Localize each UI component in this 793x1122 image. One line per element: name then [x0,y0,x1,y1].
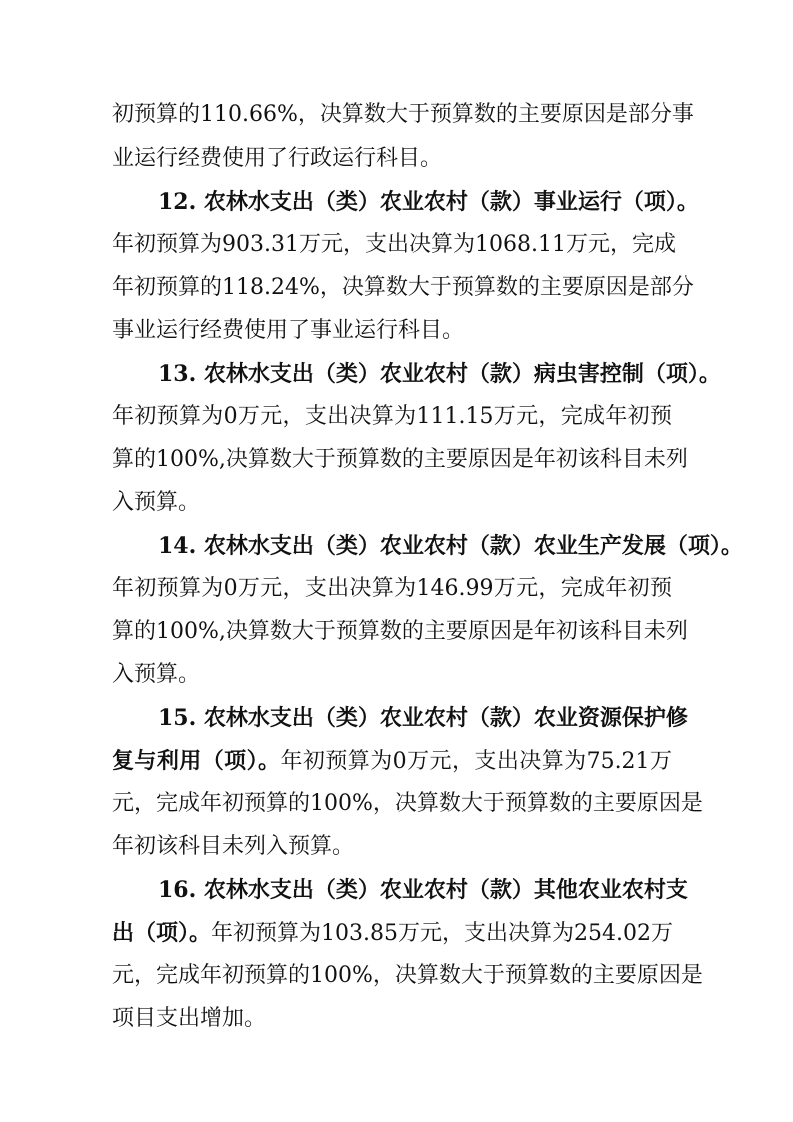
paragraph-line [112,915,672,951]
line-text: 年初预算为0万元，支出决算为111.15万元，完成年初预 [112,404,672,429]
paragraph-line [112,1001,672,1037]
line-text: 业运行经费使用了行政运行科目。 [112,146,443,171]
heading-text: 14. 农林水支出（类）农业农村（款）农业生产发展（项）。 [158,533,743,559]
paragraph-line [112,786,703,822]
line-text: 年初该科目未列入预算。 [112,834,355,859]
item-14-heading [158,528,743,564]
line-text: 入预算。 [112,662,201,687]
heading-text: 13. 农林水支出（类）农业农村（款）病虫害控制（项）。 [158,361,721,387]
line-text: 元，完成年初预算的100%，决算数大于预算数的主要原因是 [112,791,703,816]
paragraph-line [112,442,688,478]
paragraph-line [112,743,672,779]
line-text: 年初预算为0万元，支出决算为146.99万元，完成年初预 [112,576,672,601]
line-text: 入预算。 [112,490,201,515]
paragraph-line [112,958,703,994]
line-text: 算的100%,决算数大于预算数的主要原因是年初该科目未列 [112,447,688,472]
paragraph-line [112,227,676,263]
line-text: 项目支出增加。 [112,1006,267,1031]
paragraph-line [112,97,694,133]
line-text: 事业运行经费使用了事业运行科目。 [112,318,465,343]
heading-text-continued: 复与利用（项）。 [112,748,281,774]
line-text: 年初预算为903.31万元，支出决算为1068.11万元，完成 [112,232,676,257]
paragraph-line [112,399,672,435]
paragraph-line [112,571,672,607]
paragraph-line [112,141,672,177]
heading-text: 15. 农林水支出（类）农业农村（款）农业资源保护修 [158,705,688,731]
paragraph-line [112,614,688,650]
item-13-heading [158,356,721,392]
paragraph-line [112,270,694,306]
paragraph-line [112,313,672,349]
paragraph-line [112,485,672,521]
paragraph-line [112,829,672,865]
line-text: 年初预算为0万元，支出决算为75.21万 [280,749,672,774]
item-15-heading [158,700,688,736]
heading-text: 16. 农林水支出（类）农业农村（款）其他农业农村支 [158,877,688,903]
item-16-heading [158,872,688,908]
line-text: 初预算的110.66%，决算数大于预算数的主要原因是部分事 [112,102,694,127]
heading-text: 12. 农林水支出（类）农业农村（款）事业运行（项）。 [158,189,699,215]
paragraph-line [112,657,672,693]
heading-text-continued: 出（项）。 [112,920,212,946]
line-text: 年初预算的118.24%，决算数大于预算数的主要原因是部分 [112,275,694,300]
item-12-heading [158,184,699,220]
line-text: 算的100%,决算数大于预算数的主要原因是年初该科目未列 [112,619,688,644]
line-text: 元，完成年初预算的100%，决算数大于预算数的主要原因是 [112,963,703,988]
line-text: 年初预算为103.85万元，支出决算为254.02万 [211,921,673,946]
